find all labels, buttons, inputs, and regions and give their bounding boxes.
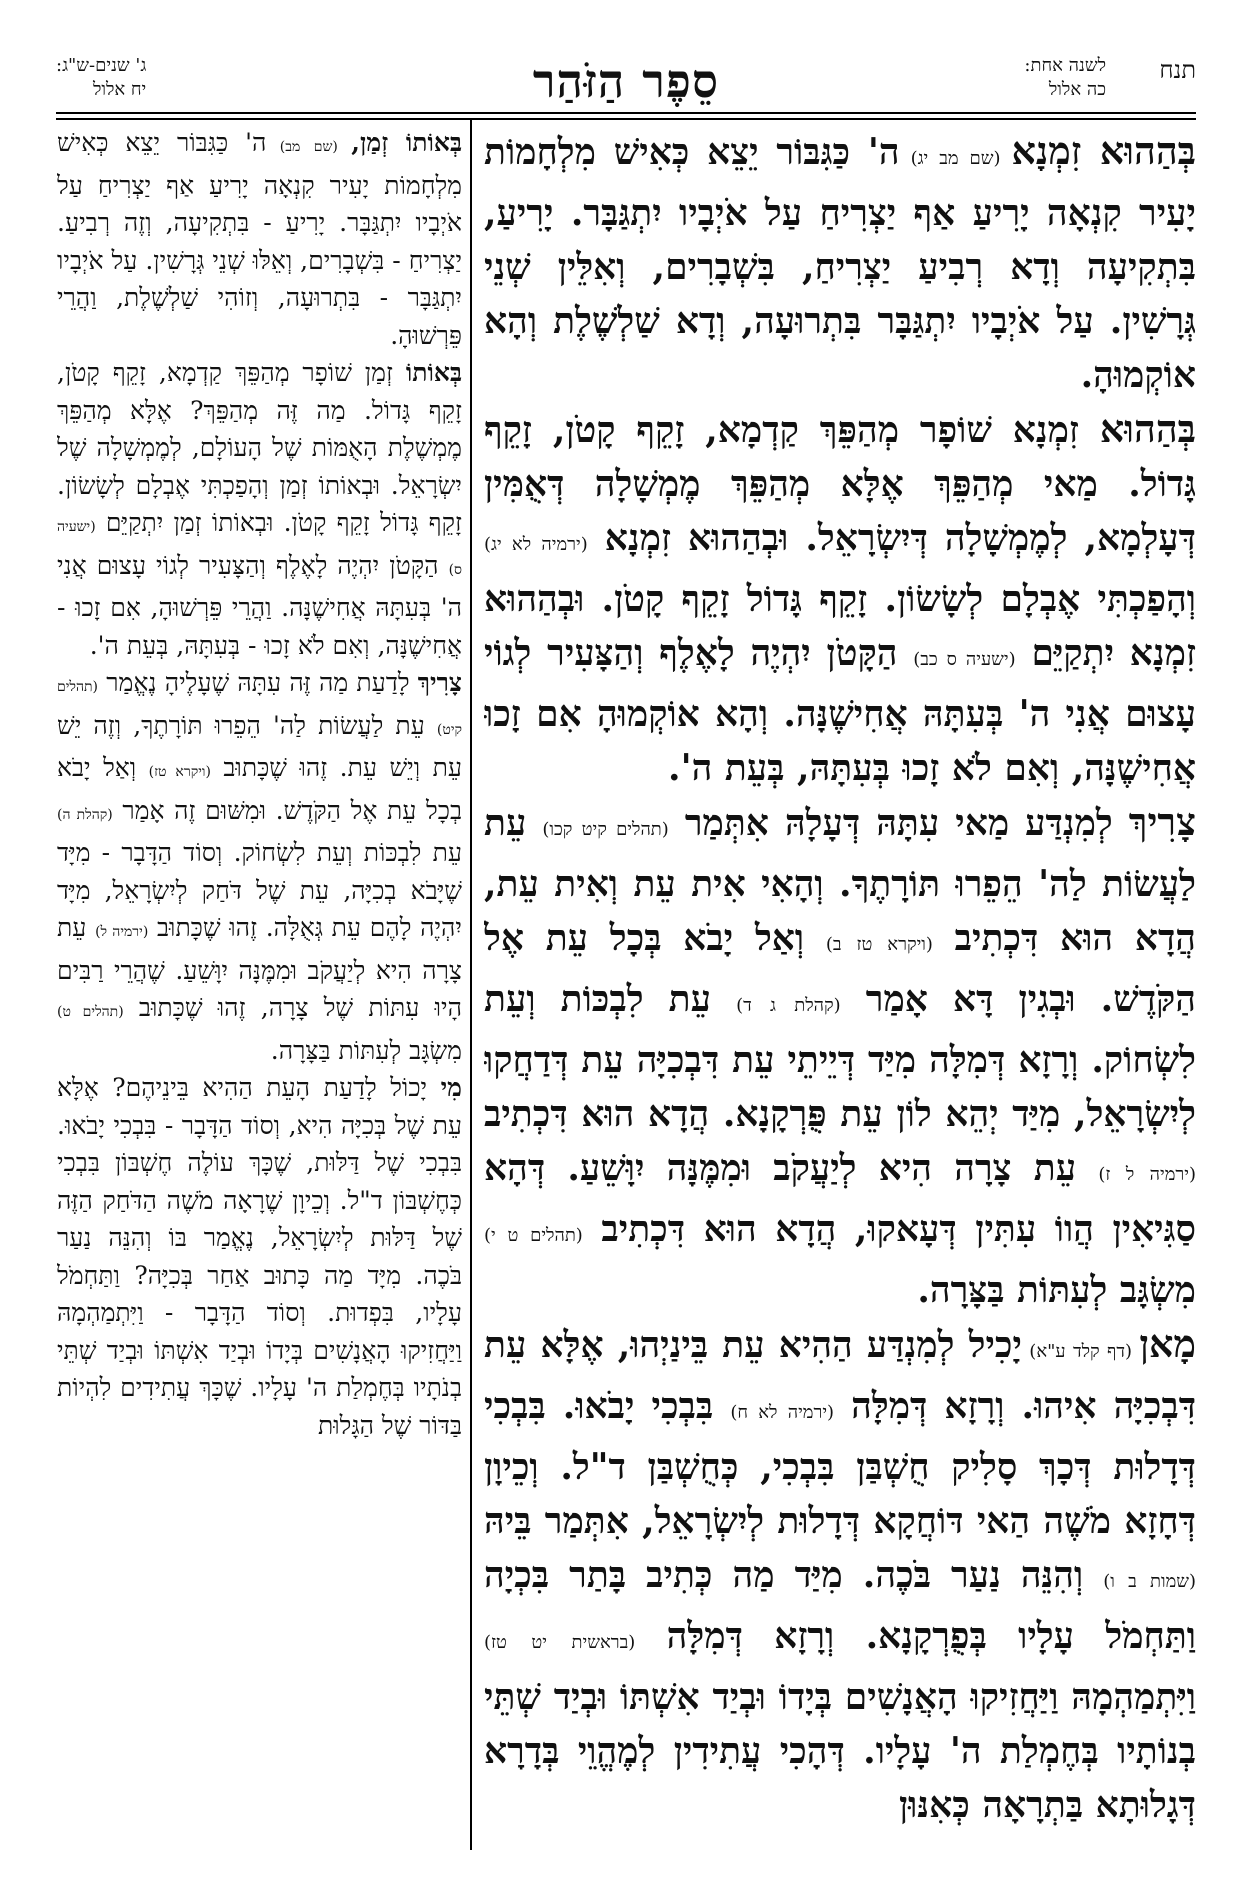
paragraph-text: עֵת לַעֲשׂוֹת לַה' הֵפֵרוּ תּוֹרָתֶךָ, וְזֶה יֵשׁ עֵת וְיֵשׁ עֵת. זֶהוּ שֶׁכָּתוּב bbox=[57, 710, 462, 782]
source-ref: (קהלת ה) bbox=[57, 806, 113, 823]
paragraph-text: זְמַן שׁוֹפָר מְהַפֵּךְ קַדְמָא, זָקֵף קָטֹן, זָקֵף גָּדוֹל. מַה זֶּה מְהַפֵּךְ? אֶלָּא מְהַפֵּךְ מֶמְשֶׁלֶת הָאֻמּוֹת שֶׁל הָעוֹלָם, לְמֶמְשָׁלָה שֶׁל יִשְׂרָאֵל. וּבְאוֹתוֹ זְמַן וְהָפַכְתִּי אֶבְלָם לְשָׂשׂוֹן. זָקֵף גָּדוֹל זָקֵף קָטֹן. וּבְאוֹתוֹ זְמַן יִתְקַיֵּם bbox=[57, 358, 462, 537]
paragraph-text: מִשְׂגָּב לְעִתּוֹת בַּצָּרָה. bbox=[270, 1035, 462, 1065]
paragraph-text: עֵת לַעֲשׂוֹת לַה' הֵפֵרוּ תּוֹרָתֶךָ. וְהָאִי אִית עֵת וְאִית עֵת, הֲדָא הוּא דִּכְתִיב bbox=[484, 802, 1196, 959]
page-title: סֵפֶר הַזֹּהַר bbox=[532, 54, 720, 108]
paragraph-lead: בְּאוֹתוֹ bbox=[405, 358, 462, 387]
paragraph-text: עֵת לִבְכּוֹת וְעֵת לִשְׂחוֹק. וְסוֹד הַדָּבָר - מִיָּד שֶׁיָּבֹא בְכִיָּה, עֵת שֶׁל דֹּחַק לְיִשְׂרָאֵל, מִיָּד יִהְיֶה לָהֶם עֵת גְּאֻלָּה. זֶהוּ שֶׁכָּתוּב bbox=[57, 838, 462, 942]
paragraph-text: עֵת צָרָה הִיא לְיַעֲקֹב וּמִמֶּנָּה יִוָּשֵׁעַ. שֶׁהֲרֵי רַבִּים הָיוּ עִתּוֹת שֶׁל צָרָה, זֶהוּ שֶׁכָּתוּב bbox=[57, 913, 462, 1022]
schedule-one-year-date: כה אלול bbox=[1048, 79, 1106, 100]
schedule-one-year-label: לשנה אחת: bbox=[1024, 55, 1106, 76]
aramaic-paragraph-1 bbox=[484, 124, 1196, 402]
translation-paragraph-2 bbox=[57, 354, 462, 664]
source-ref: (ישעיה ס כב) bbox=[913, 649, 1016, 670]
paragraph-text: מִשְׂגָּב לְעִתּוֹת בַּצָּרָה. bbox=[917, 1269, 1196, 1311]
source-ref: (ירמיה לא יג) bbox=[484, 534, 588, 555]
source-ref: (ירמיה ל ז) bbox=[1098, 1164, 1196, 1185]
paragraph-lead: בְּהַהוּא זִמְנָא bbox=[1011, 128, 1196, 173]
paragraph-text: וַיִּתְמַהְמָהּ וַיַּחֲזִיקוּ הָאֲנָשִׁים בְּיָדוֹ וּבְיַד אִשְׁתּוֹ וּבְיַד שְׁתֵּי בְנוֹתָיו בְּחֶמְלַת ה' עָלָיו. דְּהָכִי עֲתִידִין לְמֶהֱוֵי בְּדָרָא דְּגָלוּתָא בַּתְרָאָה כְּאִנּוּן bbox=[484, 1676, 1196, 1826]
paragraph-text: יָכוֹל לָדַעַת הָעֵת הַהִיא בֵּינֵיהֶם? אֶלָּא עֵת שֶׁל בְּכִיָּה הִיא, וְסוֹד הַדָּבָר - בִּבְכִי יָבֹאוּ. בִּבְכִי שֶׁל דַּלּוּת, שֶׁכָּךְ עוֹלֶה חֶשְׁבּוֹן בִּבְכִי כְּחֶשְׁבּוֹן ד"ל. וְכֵיוָן שֶׁרָאָה מֹשֶׁה הַדֹּחַק הַזֶּה שֶׁל דַּלּוּת לְיִשְׂרָאֵל, נֶאֱמַר בּוֹ וְהִנֵּה נַעַר בֹּכֶה. מִיָּד מַה כָּתוּב אַחַר בְּכִיָּה? וַתַּחְמֹל עָלָיו, בִּפְדוּת. וְסוֹד הַדָּבָר - וַיִּתְמַהְמָהּ וַיַּחֲזִיקוּ הָאֲנָשִׁים בְּיָדוֹ וּבְיַד אִשְׁתּוֹ וּבְיַד שְׁתֵּי בְנֹתָיו בְּחֶמְלַת ה' עָלָיו. שֶׁכָּךְ עֲתִידִים לִהְיוֹת בַּדּוֹר שֶׁל הַגָּלוּת bbox=[57, 1073, 462, 1440]
paragraph-text: ה' כַּגִּבּוֹר יֵצֵא כְּאִישׁ מִלְחָמוֹת יָעִיר קִנְאָה יָרִיעַ אַף יַצְרִיחַ עַל אֹיְבָיו יִתְגַּבָּר. יָרִיעַ, בִּתְקִיעָה וְדָא רְבִיעַ יַצְרִיחַ, בִּשְׁבָרִים, וְאִלֵּין שְׁנֵי גְּרָשִׁין. עַל אֹיְבָיו יִתְגַּבָּר בִּתְרוּעָה, וְדָא שַׁלְשֶׁלֶת וְהָא אוֹקְמוּהָ. bbox=[484, 131, 1196, 396]
translation-column bbox=[57, 124, 462, 1854]
paragraph-lead: בְּאוֹתוֹ זְמַן, bbox=[351, 128, 462, 157]
schedule-three-years bbox=[56, 54, 146, 102]
aramaic-column bbox=[484, 124, 1196, 1854]
paragraph-text: לְמִנְדַּע מַאי עִתָּהּ דְּעָלָהּ אִתְּמַר bbox=[668, 802, 1129, 844]
paragraph-lead: צָרִיךְ bbox=[417, 668, 462, 697]
aramaic-paragraph-3 bbox=[484, 795, 1196, 1317]
source-ref: (ויקרא טז ב) bbox=[825, 934, 933, 955]
aramaic-paragraph-4 bbox=[484, 1317, 1196, 1832]
paragraph-lead: צָרִיךְ bbox=[1128, 799, 1196, 844]
paragraph-text: וְאַל יָבֹא בְּכָל עֵת אֶל הַקֹּדֶשׁ. וּבְגִין דָּא אָמַר bbox=[484, 917, 1196, 1020]
source-ref: (תהלים ט י) bbox=[484, 1225, 583, 1246]
paragraph-text: לָדַעַת מַה זֶּה עִתָּהּ שֶׁעָלֶיהָ נֶאֱמַר bbox=[98, 668, 418, 697]
paragraph-text: ה' כַּגִּבּוֹר יֵצֵא כְּאִישׁ מִלְחָמוֹת יָעִיר קִנְאָה יָרִיעַ אַף יַצְרִיחַ עַל אֹיְבָיו יִתְגַּבָּר. יָרִיעַ - בִּתְקִיעָה, וְזֶה רְבִיעַ. יַצְרִיחַ - בִּשְׁבָרִים, וְאֵלּוּ שְׁנֵי גְּרָשִׁין. עַל אֹיְבָיו יִתְגַּבָּר - בִּתְרוּעָה, וְזוֹהִי שַׁלְשֶׁלֶת, וַהֲרֵי פֵּרְשׁוּהָ. bbox=[57, 128, 462, 350]
aramaic-paragraph-2 bbox=[484, 402, 1196, 795]
source-ref: (שם מב) bbox=[266, 139, 352, 155]
source-ref: (ירמיה לא ח) bbox=[730, 1402, 835, 1423]
paragraph-text: זִמְנָא שׁוֹפָר מְהַפֵּךְ קַדְמָא, זָקֵף קָטֹן, זָקֵף גָּדוֹל. מַאי מְהַפֵּךְ אֶלָּא מְהַפֵּךְ מֶמְשָׁלָה דְּאֻמִּין דְּעָלְמָא, לְמֶמְשָׁלָה דְּיִשְׂרָאֵל. וּבְהַהוּא זִמְנָא bbox=[484, 409, 1196, 559]
source-ref: (תהלים קיט) bbox=[57, 679, 462, 738]
header-rule-bottom bbox=[56, 118, 1196, 120]
source-ref: (ויקרא טז) bbox=[148, 764, 211, 780]
source-ref: (ירמיה ל) bbox=[95, 924, 149, 940]
paragraph-lead: בְּהַהוּא bbox=[1099, 406, 1196, 451]
schedule-three-years-date: יח אלול bbox=[92, 79, 147, 100]
header-rule-top bbox=[56, 112, 1196, 114]
source-ref: (תהלים ט) bbox=[57, 1004, 124, 1020]
paragraph-text: עֵת לִבְכּוֹת וְעֵת לִשְׂחוֹק. וְרָזָא דְּמִלָּה מִיַּד דְּיֵיתֵי עֵת דִּבְכִיָּה עֵת דְּדַחֲקוּ לְיִשְׂרָאֵל, מִיַּד יְהֵא לוֹן עֵת פֻּרְקָנָא. הֲדָא הוּא דִּכְתִיב bbox=[484, 978, 1196, 1135]
translation-paragraph-1 bbox=[57, 124, 462, 354]
paragraph-text: וְהָפַכְתִּי אֶבְלָם לְשָׂשׂוֹן. זָקֵף גָּדוֹל זָקֵף קָטֹן. וּבְהַהוּא זִמְנָא יִתְקַיֵּם bbox=[484, 578, 1196, 674]
paragraph-text: יָכִיל לְמִנְדַּע הַהִיא עֵת בֵּינַיְהוּ, אֶלָּא עֵת דִּבְכִיָּה אִיהוּ. וְרָזָא דְּמִלָּה bbox=[484, 1324, 1196, 1427]
source-ref: (בראשית יט טז) bbox=[484, 1632, 636, 1653]
paragraph-text: בִּבְכִי יָבֹאוּ. בִּבְכִי דְּדָלוּת דְּכָךְ סָלִיק חֻשְׁבַּן בִּבְכִי, כְּחֻשְׁבַּן ד"ל. וְכֵיוָן דְּחָזָא מֹשֶׁה הַאי דּוֹחֲקָא דְּדָלוּת לְיִשְׂרָאֵל, אִתְּמַר בֵּיהּ bbox=[484, 1385, 1196, 1542]
folio-number: תנח bbox=[1159, 56, 1196, 84]
paragraph-text: וְהִנֵּה נַעַר בֹּכֶה. מִיַּד מַה כְּתִיב בָּתַר בִּכְיָה וַתַּחְמֹל עָלָיו בְּפֻרְקָנָא. וְרָזָא דְּמִלָּה bbox=[484, 1554, 1196, 1657]
source-ref: (קהלת ג ד) bbox=[736, 995, 841, 1016]
source-ref: (שמות ב ו) bbox=[1103, 1571, 1196, 1592]
source-ref: (תהלים קיט קכו) bbox=[542, 819, 669, 840]
page-header bbox=[56, 54, 1196, 110]
translation-paragraph-4 bbox=[57, 1069, 462, 1444]
source-ref: (שם מב יג) bbox=[899, 148, 1012, 169]
paragraph-text: הַקָּטֹן יִהְיֶה לָאֶלֶף וְהַצָּעִיר לְגוֹי עָצוּם אֲנִי ה' בְּעִתָּהּ אֲחִישֶׁנָּה. וְהָא אוֹקְמוּהָ אִם זָכוּ אֲחִישֶׁנָּה, וְאִם לֹא זָכוּ בְּעִתָּהּ, בְּעֵת ה'. bbox=[484, 632, 1196, 789]
paragraph-text: עֵת צָרָה הִיא לְיַעֲקֹב וּמִמֶּנָּה יִוָּשֵׁעַ. דְּהָא סַגִּיאִין הֲווֹ עִתִּין דְּעָאקוּ, הֲדָא הוּא דִּכְתִיב bbox=[484, 1147, 1196, 1250]
paragraph-text: וְאַל יָבֹא בְכָל עֵת אֶל הַקֹּדֶשׁ. וּמִשּׁוּם זֶה אָמַר bbox=[57, 753, 462, 825]
source-ref: (דף קלד ע"א) bbox=[1021, 1341, 1140, 1362]
source-ref: (ישעיה ס) bbox=[57, 519, 462, 578]
schedule-three-years-label: ג' שנים-ש"ג: bbox=[56, 55, 147, 76]
paragraph-lead: מִי bbox=[440, 1073, 462, 1102]
translation-paragraph-3 bbox=[57, 664, 462, 1069]
column-divider bbox=[470, 120, 472, 1850]
paragraph-text: הַקָּטֹן יִהְיֶה לָאֶלֶף וְהַצָּעִיר לְגוֹי עָצוּם אֲנִי ה' בְּעִתָּהּ אֲחִישֶׁנָּה. וַהֲרֵי פֵּרְשׁוּהָ, אִם זָכוּ - אֲחִישֶׁנָּה, וְאִם לֹא זָכוּ - בְּעִתָּהּ, בְּעֵת ה'. bbox=[57, 550, 462, 660]
paragraph-lead: מָאן bbox=[1139, 1321, 1196, 1366]
